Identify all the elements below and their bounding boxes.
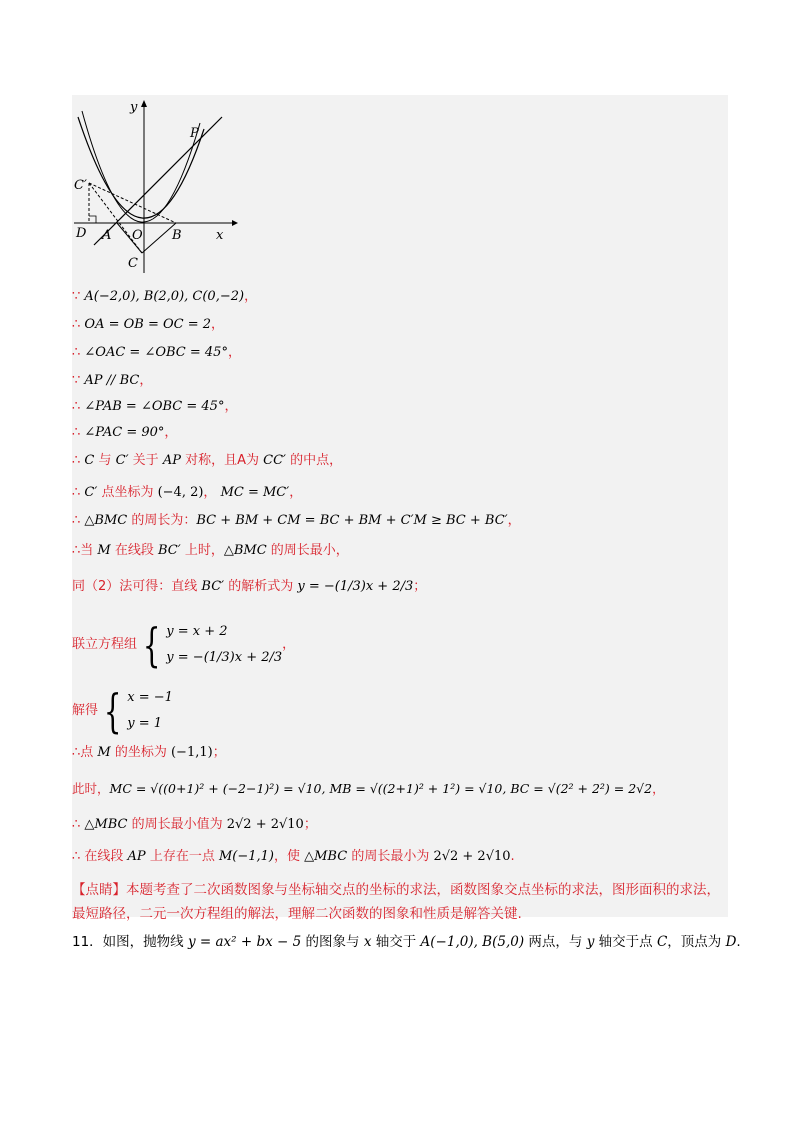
line-5: ∴ ∠PAB = ∠OBC = 45°， [72,399,238,414]
label-P: P [190,126,199,141]
line-12: ∴点 M 的坐标为 (−1,1)； [72,745,226,760]
remark-paragraph: 【点睛】本题考查了二次函数图象与坐标轴交点的坐标的求法，函数图象交点坐标的求法，图形面积的求法，最短路径，二元一次方程组的解法，理解二次函数的图象和性质是解答关键. [72,882,720,922]
equation-system-2: 解得 { x = −1 y = 1 [72,684,173,738]
line-1: ∵ A(−2,0), B(2,0), C(0,−2)， [72,289,258,304]
parabola-figure [72,95,242,275]
solution-panel [72,95,728,922]
line-11: 同（2）法可得：直线 BC′ 的解析式为 y = −(1/3)x + 2/3； [72,579,427,594]
line-7: ∴ C 与 C′ 关于 AP 对称，且A为 CC′ 的中点， [72,453,343,468]
line-4: ∵ AP // BC， [72,373,153,388]
line-14: ∴ △MBC 的周长最小值为 2√2 + 2√10； [72,817,317,832]
line-8: ∴ C′ 点坐标为 (−4, 2)， MC = MC′， [72,485,303,500]
equation-system-1: 联立方程组 { y = x + 2 y = −(1/3)x + 2/3 ， [72,618,296,672]
line-3: ∴ ∠OAC = ∠OBC = 45°， [72,345,241,360]
label-C-prime: C′ [74,178,87,193]
label-x: x [216,228,224,243]
label-C: C [128,256,138,271]
brace: { [142,618,161,672]
line-13: 此时，MC = √((0+1)² + (−2−1)²) = √10, MB = √((2+1)² + 1²) = √10, BC = √(2² + 2²) = 2√2， [72,781,665,796]
brace: { [103,684,122,738]
line-15: ∴ 在线段 AP 上存在一点 M(−1,1)，使 △MBC 的周长最小为 2√2 + 2√10. [72,849,515,864]
question-11: 11．如图，抛物线 y = ax² + bx − 5 的图象与 x 轴交于 A(−1,0), B(5,0) 两点，与 y 轴交于点 C，顶点为 D. [72,934,741,950]
line-10: ∴当 M 在线段 BC′ 上时，△BMC 的周长最小， [72,543,349,558]
label-A: A [102,228,112,243]
line-6: ∴ ∠PAC = 90°， [72,425,178,440]
label-O: O [132,228,143,243]
label-B: B [172,228,182,243]
label-y: y [130,100,138,115]
line-2: ∴ OA = OB = OC = 2， [72,317,225,332]
label-D: D [76,226,87,241]
line-9: ∴ △BMC 的周长为：BC + BM + CM = BC + BM + C′M ≥ BC + BC′， [72,513,521,528]
